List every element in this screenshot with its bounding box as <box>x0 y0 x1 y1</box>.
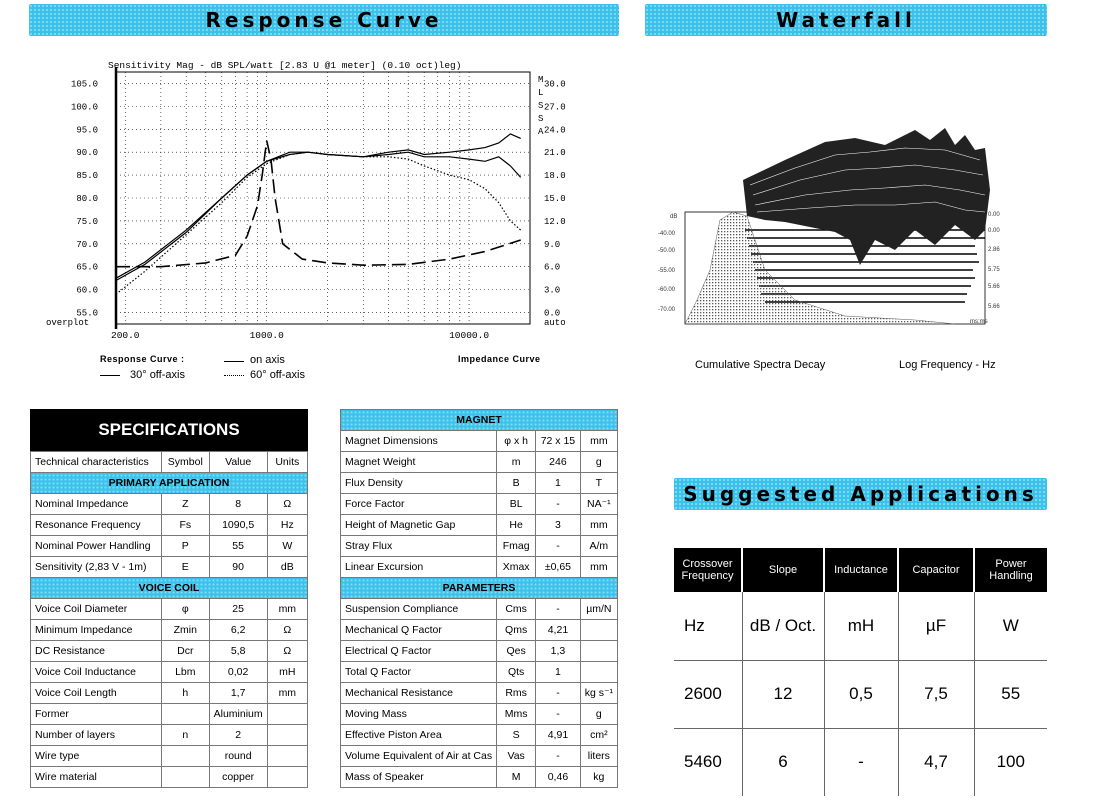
units-cell: T <box>580 473 617 494</box>
x-tick-label: 1000.0 <box>249 330 284 341</box>
units-cell <box>267 767 307 788</box>
value-cell: 55 <box>209 536 267 557</box>
y2-tick-label: 24.0 <box>544 125 566 136</box>
y-tick-label: 70.0 <box>76 239 98 250</box>
suggested-cell: W <box>974 592 1047 660</box>
magnet-title: MAGNET <box>341 410 618 431</box>
label-cell: Mechanical Resistance <box>341 683 497 704</box>
label-cell: Stray Flux <box>341 536 497 557</box>
magnet-row <box>341 515 618 536</box>
legend-response-label: Response Curve : <box>100 354 185 364</box>
y2-tick-label: 6.0 <box>544 262 561 273</box>
label-cell: Nominal Impedance <box>31 494 162 515</box>
magnet <box>341 410 618 431</box>
suggested-header: Inductance <box>824 548 898 592</box>
symbol-cell: h <box>161 683 209 704</box>
legend-on-axis-line <box>224 361 244 362</box>
label-cell: Moving Mass <box>341 704 497 725</box>
units-cell: mm <box>580 431 617 452</box>
auto-label: auto <box>544 318 566 328</box>
specifications-table <box>30 451 308 788</box>
suggested-cell: Hz <box>684 615 705 635</box>
units-cell: liters <box>580 746 617 767</box>
parameter-row <box>341 746 618 767</box>
y-tick-label: 90.0 <box>76 148 98 159</box>
specifications-title: SPECIFICATIONS <box>30 409 308 451</box>
y-tick-label: 100.0 <box>70 102 98 113</box>
y-tick-label: 105.0 <box>70 79 98 90</box>
value-cell: 1,3 <box>536 641 581 662</box>
svg-text:0.00: 0.00 <box>988 228 1000 234</box>
svg-text:2.86: 2.86 <box>988 247 1000 253</box>
units-cell <box>580 620 617 641</box>
label-cell: Minimum Impedance <box>31 620 162 641</box>
value-cell: 90 <box>209 557 267 578</box>
symbol-cell: Lbm <box>161 662 209 683</box>
right-axis-letter: S <box>538 114 544 124</box>
units-cell: W <box>267 536 307 557</box>
value-cell: - <box>536 704 581 725</box>
value-cell: 1 <box>536 473 581 494</box>
symbol-cell: Z <box>161 494 209 515</box>
value-cell: round <box>209 746 267 767</box>
y-tick-label: 95.0 <box>76 125 98 136</box>
y2-tick-label: 30.0 <box>544 79 566 90</box>
symbol-cell: Cms <box>497 599 536 620</box>
units-cell: Ω <box>267 641 307 662</box>
units-cell: Ω <box>267 494 307 515</box>
spec-row <box>31 620 308 641</box>
right-axis-letter: M <box>538 75 544 85</box>
label-cell: Former <box>31 704 162 725</box>
svg-text:-70.00: -70.00 <box>658 307 676 313</box>
svg-text:-55.00: -55.00 <box>658 268 676 274</box>
symbol-cell: Symbol <box>161 452 209 473</box>
y2-tick-label: 0.0 <box>544 308 561 319</box>
symbol-cell <box>161 704 209 725</box>
parameter-row <box>341 704 618 725</box>
spec-row <box>31 704 308 725</box>
suggested-cell: 2600 <box>674 660 742 728</box>
spec-row <box>31 725 308 746</box>
voice-coil-title: VOICE COIL <box>31 578 308 599</box>
symbol-cell: BL <box>497 494 536 515</box>
waterfall-caption-right: Log Frequency - Hz <box>899 359 996 371</box>
spec-row <box>31 599 308 620</box>
units-cell: mm <box>580 515 617 536</box>
value-cell: 246 <box>536 452 581 473</box>
spec-row <box>31 767 308 788</box>
label-cell: Volume Equivalent of Air at Cas <box>341 746 497 767</box>
value-cell: 1,7 <box>209 683 267 704</box>
voice-coil <box>31 578 308 599</box>
symbol-cell: Xmax <box>497 557 536 578</box>
magnet-row <box>341 494 618 515</box>
magnet-row <box>341 473 618 494</box>
units-cell <box>267 725 307 746</box>
units-cell <box>267 704 307 725</box>
parameter-row <box>341 767 618 788</box>
label-cell: Technical characteristics <box>31 452 162 473</box>
svg-text:ms:ms: ms:ms <box>970 319 988 325</box>
value-cell: - <box>536 683 581 704</box>
units-cell: kg s⁻¹ <box>580 683 617 704</box>
value-cell: 6,2 <box>209 620 267 641</box>
x-tick-label: 10000.0 <box>449 330 490 341</box>
magnet-table <box>340 409 618 788</box>
spec-row <box>31 515 308 536</box>
label-cell: Voice Coil Length <box>31 683 162 704</box>
label-cell: Voice Coil Diameter <box>31 599 162 620</box>
y2-tick-label: 27.0 <box>544 102 566 113</box>
value-cell: 4,21 <box>536 620 581 641</box>
label-cell: Electrical Q Factor <box>341 641 497 662</box>
parameter-row <box>341 662 618 683</box>
suggested-applications <box>674 548 1047 796</box>
svg-text:dB: dB <box>670 214 678 220</box>
units-cell: g <box>580 452 617 473</box>
y2-tick-label: 15.0 <box>544 194 566 204</box>
suggested-cell: - <box>824 728 898 796</box>
primary-application <box>31 473 308 494</box>
label-cell: Mechanical Q Factor <box>341 620 497 641</box>
plot-frame <box>116 72 530 324</box>
label-cell: Wire type <box>31 746 162 767</box>
svg-text:-50.00: -50.00 <box>658 248 676 254</box>
suggested-applications-heading: Suggested Applications <box>674 478 1047 510</box>
magnet-panel <box>340 409 618 788</box>
units-cell: µm/N <box>580 599 617 620</box>
legend-30-off-axis: 30° off-axis <box>130 369 185 381</box>
magnet-row <box>341 452 618 473</box>
value-cell: 25 <box>209 599 267 620</box>
value-cell: - <box>536 536 581 557</box>
chart-header: Sensitivity Mag - dB SPL/watt [2.83 U @1 meter] (0.10 oct)leg) <box>108 60 462 71</box>
symbol-cell <box>161 746 209 767</box>
units-cell: Units <box>267 452 307 473</box>
units-cell: NA⁻¹ <box>580 494 617 515</box>
label-cell: Nominal Power Handling <box>31 536 162 557</box>
value-cell: 4,91 <box>536 725 581 746</box>
spec-row <box>31 557 308 578</box>
y2-tick-label: 12.0 <box>544 216 566 227</box>
symbol-cell: Fmag <box>497 536 536 557</box>
label-cell: Suspension Compliance <box>341 599 497 620</box>
label-cell: Resonance Frequency <box>31 515 162 536</box>
value-cell: - <box>536 494 581 515</box>
response-curve-heading: Response Curve <box>29 4 619 36</box>
suggested-header: Power Handling <box>974 548 1047 592</box>
waterfall-plot <box>655 120 1035 335</box>
spec-header-row <box>31 452 308 473</box>
symbol-cell: Fs <box>161 515 209 536</box>
label-cell: Effective Piston Area <box>341 725 497 746</box>
svg-text:5.66: 5.66 <box>988 304 1000 310</box>
value-cell: Aluminium <box>209 704 267 725</box>
response-legend <box>100 354 620 384</box>
value-cell: 1 <box>536 662 581 683</box>
legend-60-line <box>224 375 244 376</box>
label-cell: Number of layers <box>31 725 162 746</box>
symbol-cell: n <box>161 725 209 746</box>
legend-impedance-label: Impedance Curve <box>458 354 541 364</box>
suggested-cell: dB / Oct. <box>742 592 824 660</box>
symbol-cell: φ x h <box>497 431 536 452</box>
right-axis-letter: L <box>538 88 544 98</box>
legend-30-line <box>100 375 120 376</box>
parameter-row <box>341 683 618 704</box>
units-cell: Ω <box>267 620 307 641</box>
symbol-cell <box>161 767 209 788</box>
magnet-row <box>341 557 618 578</box>
suggested-header: Capacitor <box>898 548 974 592</box>
svg-text:-60.00: -60.00 <box>658 287 676 293</box>
y-tick-label: 65.0 <box>76 262 98 273</box>
response-chart-svg <box>30 52 610 392</box>
symbol-cell: Rms <box>497 683 536 704</box>
spec-row <box>31 641 308 662</box>
overplot-label: overplot <box>46 318 90 328</box>
symbol-cell: Mms <box>497 704 536 725</box>
parameter-row <box>341 599 618 620</box>
symbol-cell: Vas <box>497 746 536 767</box>
legend-on-axis: on axis <box>250 354 285 366</box>
specifications-panel <box>30 409 308 788</box>
suggested-cell: 100 <box>974 728 1047 796</box>
units-cell: mm <box>580 557 617 578</box>
application-row <box>674 660 1047 728</box>
units-cell <box>580 662 617 683</box>
value-cell: 3 <box>536 515 581 536</box>
y-tick-label: 80.0 <box>76 194 98 204</box>
units-cell: mH <box>267 662 307 683</box>
units-cell: kg <box>580 767 617 788</box>
value-cell: - <box>536 746 581 767</box>
units-cell <box>267 746 307 767</box>
symbol-cell: Qms <box>497 620 536 641</box>
right-axis-letter: A <box>538 127 544 137</box>
suggested-cell: 7,5 <box>898 660 974 728</box>
symbol-cell: φ <box>161 599 209 620</box>
value-cell: - <box>536 599 581 620</box>
symbol-cell: Zmin <box>161 620 209 641</box>
svg-text:5.75: 5.75 <box>988 267 1000 273</box>
waterfall-caption-left: Cumulative Spectra Decay <box>695 359 826 371</box>
svg-text:-40.00: -40.00 <box>658 231 676 237</box>
suggested-header: Slope <box>742 548 824 592</box>
response-chart <box>30 52 610 392</box>
suggested-cell: 0,5 <box>824 660 898 728</box>
units-cell <box>580 641 617 662</box>
symbol-cell: E <box>161 557 209 578</box>
legend-60-off-axis: 60° off-axis <box>250 369 305 381</box>
primary-application-title: PRIMARY APPLICATION <box>31 473 308 494</box>
label-cell: Flux Density <box>341 473 497 494</box>
label-cell: Sensitivity (2,83 V - 1m) <box>31 557 162 578</box>
label-cell: Mass of Speaker <box>341 767 497 788</box>
application-row <box>674 728 1047 796</box>
units-cell: Hz <box>267 515 307 536</box>
suggested-cell: mH <box>824 592 898 660</box>
value-cell: 72 x 15 <box>536 431 581 452</box>
suggested-cell: 12 <box>742 660 824 728</box>
symbol-cell: Qes <box>497 641 536 662</box>
value-cell: Value <box>209 452 267 473</box>
parameter-row <box>341 725 618 746</box>
y2-tick-label: 9.0 <box>544 239 561 250</box>
spec-row <box>31 536 308 557</box>
spec-row <box>31 746 308 767</box>
x-tick-label: 200.0 <box>111 330 140 341</box>
symbol-cell: He <box>497 515 536 536</box>
units-cell: mm <box>267 599 307 620</box>
y-tick-label: 85.0 <box>76 171 98 182</box>
y-tick-label: 55.0 <box>76 308 98 319</box>
label-cell: Voice Coil Inductance <box>31 662 162 683</box>
value-cell: 0,02 <box>209 662 267 683</box>
symbol-cell: M <box>497 767 536 788</box>
units-cell: A/m <box>580 536 617 557</box>
label-cell: Force Factor <box>341 494 497 515</box>
impedance-line <box>116 141 521 267</box>
svg-text:5.66: 5.66 <box>988 284 1000 290</box>
y-tick-label: 75.0 <box>76 216 98 227</box>
value-cell: ±0,65 <box>536 557 581 578</box>
symbol-cell: m <box>497 452 536 473</box>
label-cell: DC Resistance <box>31 641 162 662</box>
units-row <box>674 592 1047 660</box>
spec-row <box>31 494 308 515</box>
symbol-cell: B <box>497 473 536 494</box>
suggested-cell: 4,7 <box>898 728 974 796</box>
waterfall-svg <box>655 120 1035 335</box>
suggested-cell: 6 <box>742 728 824 796</box>
value-cell: 5,8 <box>209 641 267 662</box>
spec-row <box>31 683 308 704</box>
parameters <box>341 578 618 599</box>
magnet-row <box>341 536 618 557</box>
units-cell: dB <box>267 557 307 578</box>
spec-row <box>31 662 308 683</box>
magnet-row <box>341 431 618 452</box>
suggested-cell: µF <box>898 592 974 660</box>
value-cell: 8 <box>209 494 267 515</box>
label-cell: Height of Magnetic Gap <box>341 515 497 536</box>
y-tick-label: 60.0 <box>76 285 98 296</box>
suggested-header: Crossover Frequency <box>674 548 742 592</box>
parameter-row <box>341 641 618 662</box>
symbol-cell: Qts <box>497 662 536 683</box>
y2-tick-label: 3.0 <box>544 285 561 296</box>
y2-tick-label: 21.0 <box>544 148 566 159</box>
waterfall-heading: Waterfall <box>645 4 1047 36</box>
units-cell: mm <box>267 683 307 704</box>
symbol-cell: Dcr <box>161 641 209 662</box>
suggested-table <box>674 548 1047 796</box>
right-axis-letter: S <box>538 101 544 111</box>
suggested-cell: 55 <box>974 660 1047 728</box>
symbol-cell: P <box>161 536 209 557</box>
label-cell: Wire material <box>31 767 162 788</box>
parameters-title: PARAMETERS <box>341 578 618 599</box>
units-cell: cm² <box>580 725 617 746</box>
symbol-cell: S <box>497 725 536 746</box>
value-cell: 0,46 <box>536 767 581 788</box>
value-cell: 2 <box>209 725 267 746</box>
label-cell: Magnet Dimensions <box>341 431 497 452</box>
label-cell: Magnet Weight <box>341 452 497 473</box>
units-cell: g <box>580 704 617 725</box>
y2-tick-label: 18.0 <box>544 171 566 182</box>
svg-text:0.00: 0.00 <box>988 212 1000 218</box>
label-cell: Linear Excursion <box>341 557 497 578</box>
value-cell: copper <box>209 767 267 788</box>
label-cell: Total Q Factor <box>341 662 497 683</box>
suggested-cell: 5460 <box>674 728 742 796</box>
value-cell: 1090,5 <box>209 515 267 536</box>
parameter-row <box>341 620 618 641</box>
